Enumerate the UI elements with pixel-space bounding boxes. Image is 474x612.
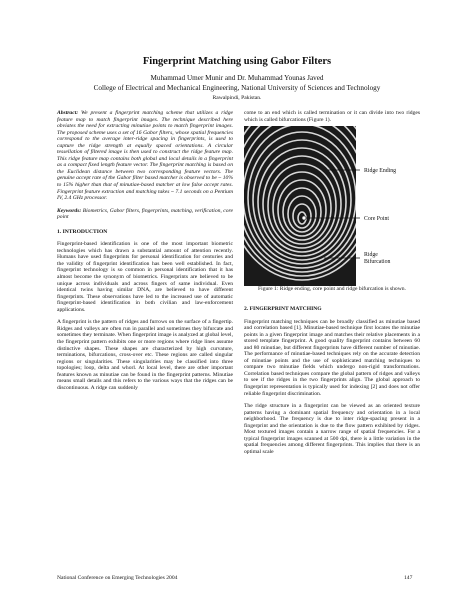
label-bifurcation: Bifurcation bbox=[364, 259, 391, 265]
footer-conference: National Conference on Emerging Technologies 2004 bbox=[57, 575, 178, 581]
label-ridge: Ridge bbox=[364, 252, 378, 258]
section-heading-matching: 2. FINGERPRINT MATCHING bbox=[244, 306, 322, 312]
keywords bbox=[57, 208, 233, 221]
paper-title: Fingerprint Matching using Gabor Filters bbox=[142, 56, 332, 67]
authors: Muhammad Umer Munir and Dr. Muhammad Younas Javed bbox=[150, 74, 324, 82]
figure-caption: Figure 1: Ridge ending, core point and ridge bifurcation is shown. bbox=[258, 286, 406, 292]
matching-paragraph-1: Fingerprint matching techniques can be broadly classified as minutiae based and correlation based [1]. Minutiae-based technique first locates the minutiae points in a given fingerprint image and matches their relative placements in a stored template fingerprint. A good quality fingerprint contains between 60 and 80 minutiae, but different fingerprints have different number of minutiae. The performance of minutiae-based techniques rely on the accurate detection of minutiae points and the use of sophisticated matching techniques to compare two minutiae fields which undergo non-rigid transformations. Correlation based techniques compare the global pattern of ridges and valleys to see if the ridges in the two fingerprints align. The global approach to fingerprint representation is typically used for indexing [2] and does not offer reliable fingerprint discrimination. bbox=[244, 318, 420, 397]
left-column bbox=[57, 110, 233, 391]
right-top-text: come to an end which is called termination or it can divide into two ridges which is called bifurcations (Figure 1). bbox=[244, 110, 420, 123]
intro-paragraph-1: Fingerprint-based identification is one of the most important biometric technologies which has drawn a substantial amount of attention recently. Humans have used fingerprints for personal identification for centuries and the validity of fingerprint identification has been well established. In fact, fingerprint technology is so common in personal identification that it has almost become the synonym of biometrics. Fingerprints are believed to be unique across individuals and across fingers of same individual. Even identical twins having similar DNA, are believed to have different fingerprints. These observations have led to the increased use of automatic fingerprint-based identification in both civilian and law-enforcement applications. bbox=[57, 241, 233, 313]
abstract bbox=[57, 110, 233, 202]
abstract-label: Abstract: bbox=[57, 110, 79, 116]
label-core-point: Core Point bbox=[364, 216, 389, 222]
label-ridge-ending: Ridge Ending bbox=[364, 168, 397, 174]
location: Rawalpindi, Pakistan. bbox=[212, 95, 262, 101]
fingerprint-figure bbox=[244, 126, 420, 286]
right-column-top bbox=[244, 110, 420, 123]
core-point-marker bbox=[302, 216, 306, 220]
right-column-bottom bbox=[244, 306, 420, 455]
intro-paragraph-2: A fingerprint is the pattern of ridges and furrows on the surface of a fingertip. Ridges and valleys are often run in parallel and sometimes they bifurcate and sometimes they terminate. When fingerprint image is analyzed at global level, the fingerprint pattern exhibits one or more regions where ridge lines assume distinctive shapes. These shapes are characterized by high curvature, terminations, bifurcations, cross-over etc. These regions are called singular regions or singularities. These singularities may be classified into three topologies; loop, delta and whorl. At local level, there are other important features known as minutiae can be found in the fingerprint patterns. Minutiae means small details and this refers to the various ways that the ridges can be discontinuous. A ridge can suddenly bbox=[57, 319, 233, 391]
keywords-label: Keywords: bbox=[57, 207, 82, 214]
figure-1 bbox=[244, 126, 420, 286]
affiliation: College of Electrical and Mechanical Engineering, National University of Sciences and Technology bbox=[93, 84, 381, 92]
keywords-text: Biometrics, Gabor filters, fingerprints, matching, verification, core point bbox=[57, 207, 233, 221]
matching-paragraph-2: The ridge structure in a fingerprint can be viewed as an oriented texture patterns having a dominant spatial frequency and orientation in a local neighborhood. The frequency is due to inter ridge-spacing present in a fingerprint and the orientation is due to the flow pattern exhibited by ridges. Most textured images contain a narrow range of spatial frequencies. For a typical fingerprint images scanned at 500 dpi, there is a little variation in the spatial frequencies among different fingerprints. This implies that there is an optimal scale bbox=[244, 403, 420, 455]
footer-page-number: 147 bbox=[404, 575, 413, 581]
abstract-text: We present a fingerprint matching scheme that utilizes a ridge feature map to match fingerprint images. The technique described here obviates the need for extracting minutiae points to match fingerprint images. The proposed scheme uses a set of 16 Gabor filters, whose spatial frequencies correspond to the average inter-ridge spacing in fingerprints, is used to capture the ridge strength at equally spaced orientations. A circular tessellation of filtered image is then used to construct the ridge feature map. This ridge feature map contains both global and local details in a fingerprint as a compact fixed length feature vector. The fingerprint matching is based on the Euclidean distance between two corresponding feature vectors. The genuine accept rate of the Gabor filter based matcher is observed to be ~ 10% to 15% higher than that of minutiae-based matcher at low false accept rates. Fingerprint feature extraction and matching takes ~ 7.1 seconds on a Pentium IV, 2.4 GHz processor. bbox=[57, 110, 233, 202]
section-heading-introduction: 1. INTRODUCTION bbox=[57, 228, 108, 235]
